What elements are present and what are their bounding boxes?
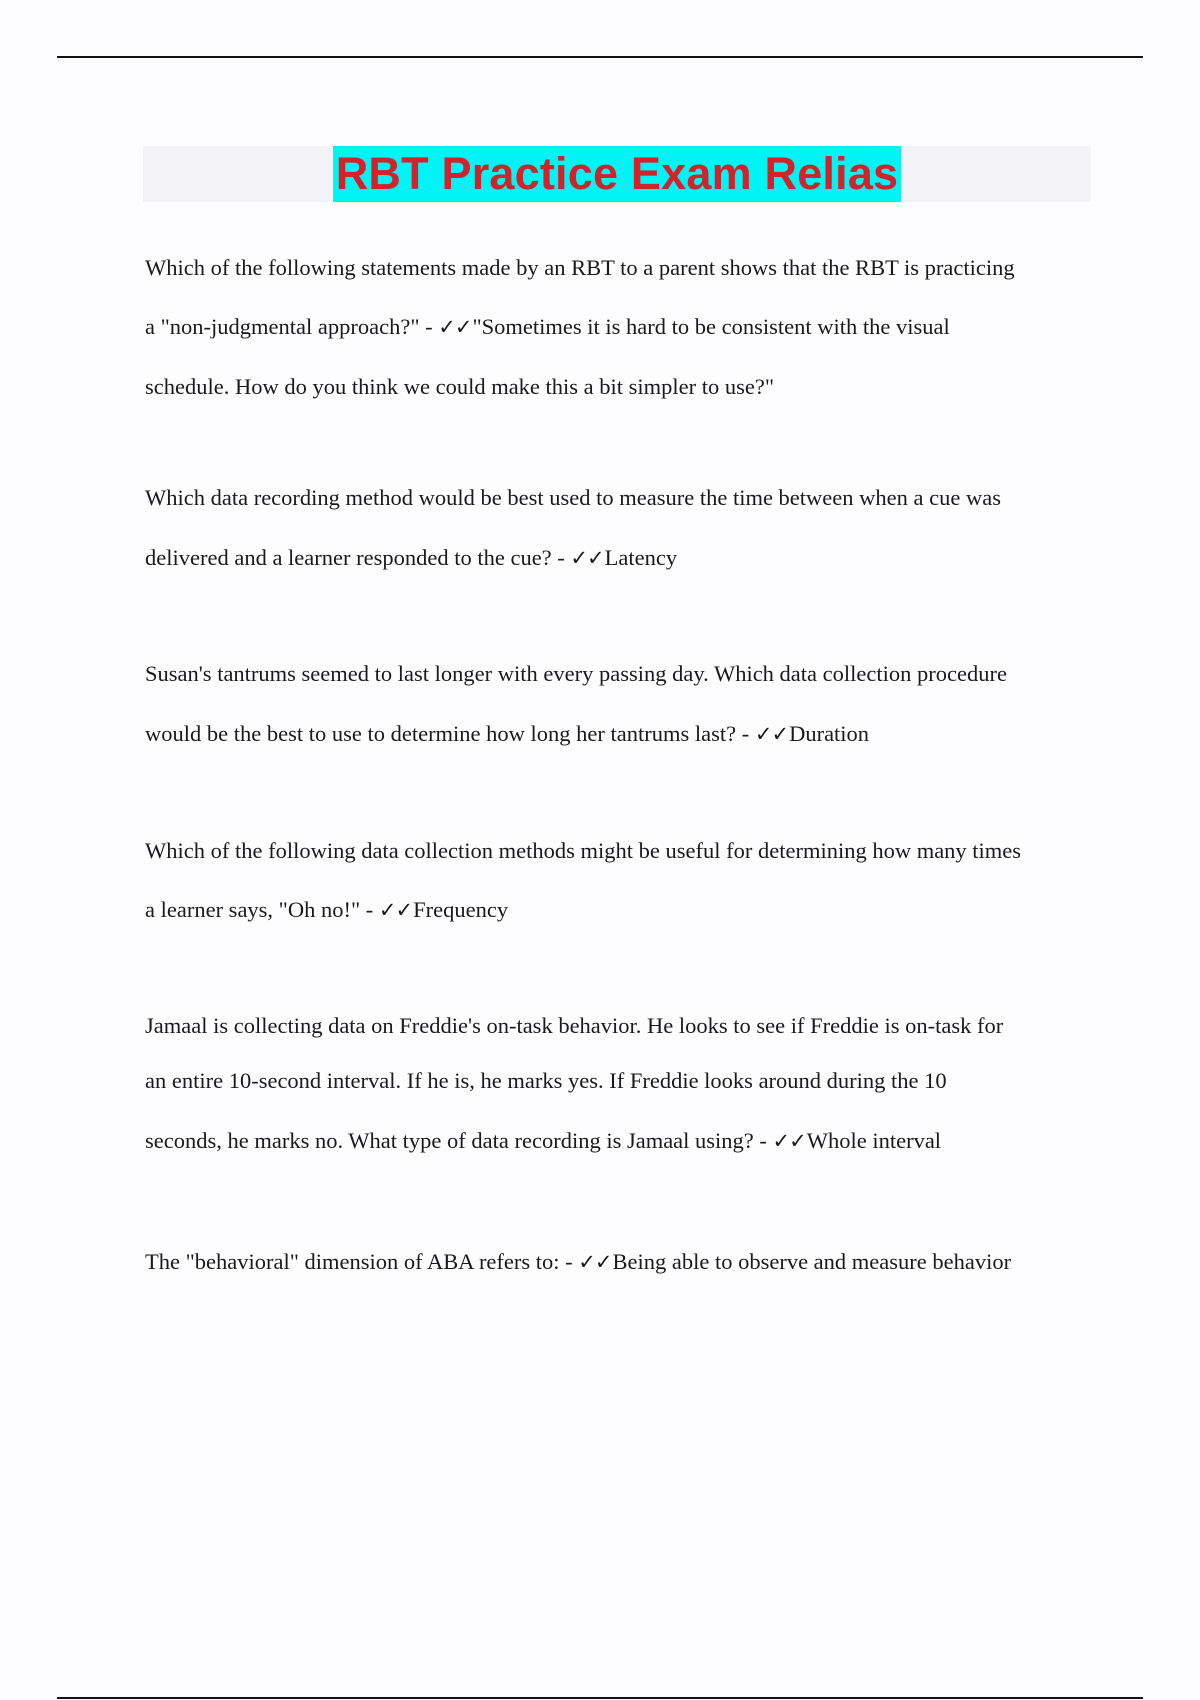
question-line: Susan's tantrums seemed to last longer with every passing day. Which data collection procedure [145, 661, 1007, 686]
question-line [145, 897, 508, 923]
question-line: Which of the following data collection methods might be useful for determining how many times [145, 838, 1022, 863]
check-icon: ✓✓ [754, 722, 789, 746]
answer-text: Whole interval [806, 1128, 942, 1153]
question-line [145, 314, 950, 340]
question-text: a learner says, "Oh no!" - [145, 897, 379, 922]
question-line: an entire 10-second interval. If he is, he marks yes. If Freddie looks around during the 10 [145, 1068, 947, 1093]
answer-text: "Sometimes it is hard to be consistent with the visual [472, 314, 950, 339]
question-text: would be the best to use to determine how long her tantrums last? - [145, 721, 755, 746]
question-line [145, 1128, 941, 1154]
bottom-rule [57, 1697, 1143, 1699]
question-text: delivered and a learner responded to the cue? - [145, 545, 571, 570]
title-band [143, 146, 1091, 202]
check-icon: ✓✓ [570, 546, 604, 570]
check-icon: ✓✓ [772, 1129, 806, 1153]
question-line: Which of the following statements made by an RBT to a parent shows that the RBT is practicing [145, 255, 1015, 280]
answer-text: Being able to observe and measure behavior [612, 1249, 1012, 1274]
answer-text: Frequency [413, 897, 509, 922]
check-icon: ✓✓ [438, 315, 472, 339]
check-icon: ✓✓ [378, 898, 413, 922]
question-line: Jamaal is collecting data on Freddie's on-task behavior. He looks to see if Freddie is on-task for [145, 1013, 1004, 1038]
question-line: Which data recording method would be best used to measure the time between when a cue was [145, 485, 1001, 510]
question-line [145, 1249, 1011, 1275]
question-text: seconds, he marks no. What type of data recording is Jamaal using? - [145, 1128, 773, 1153]
question-text: The "behavioral" dimension of ABA refers to: - [145, 1249, 579, 1274]
answer-text: Duration [789, 721, 870, 746]
answer-line: schedule. How do you think we could make this a bit simpler to use?" [145, 374, 775, 399]
question-line [145, 721, 869, 747]
page-title: RBT Practice Exam Relias [333, 146, 902, 202]
question-text: a "non-judgmental approach?" - [145, 314, 439, 339]
question-line [145, 545, 677, 571]
top-rule [57, 56, 1143, 58]
answer-text: Latency [604, 545, 678, 570]
check-icon: ✓✓ [578, 1250, 612, 1274]
